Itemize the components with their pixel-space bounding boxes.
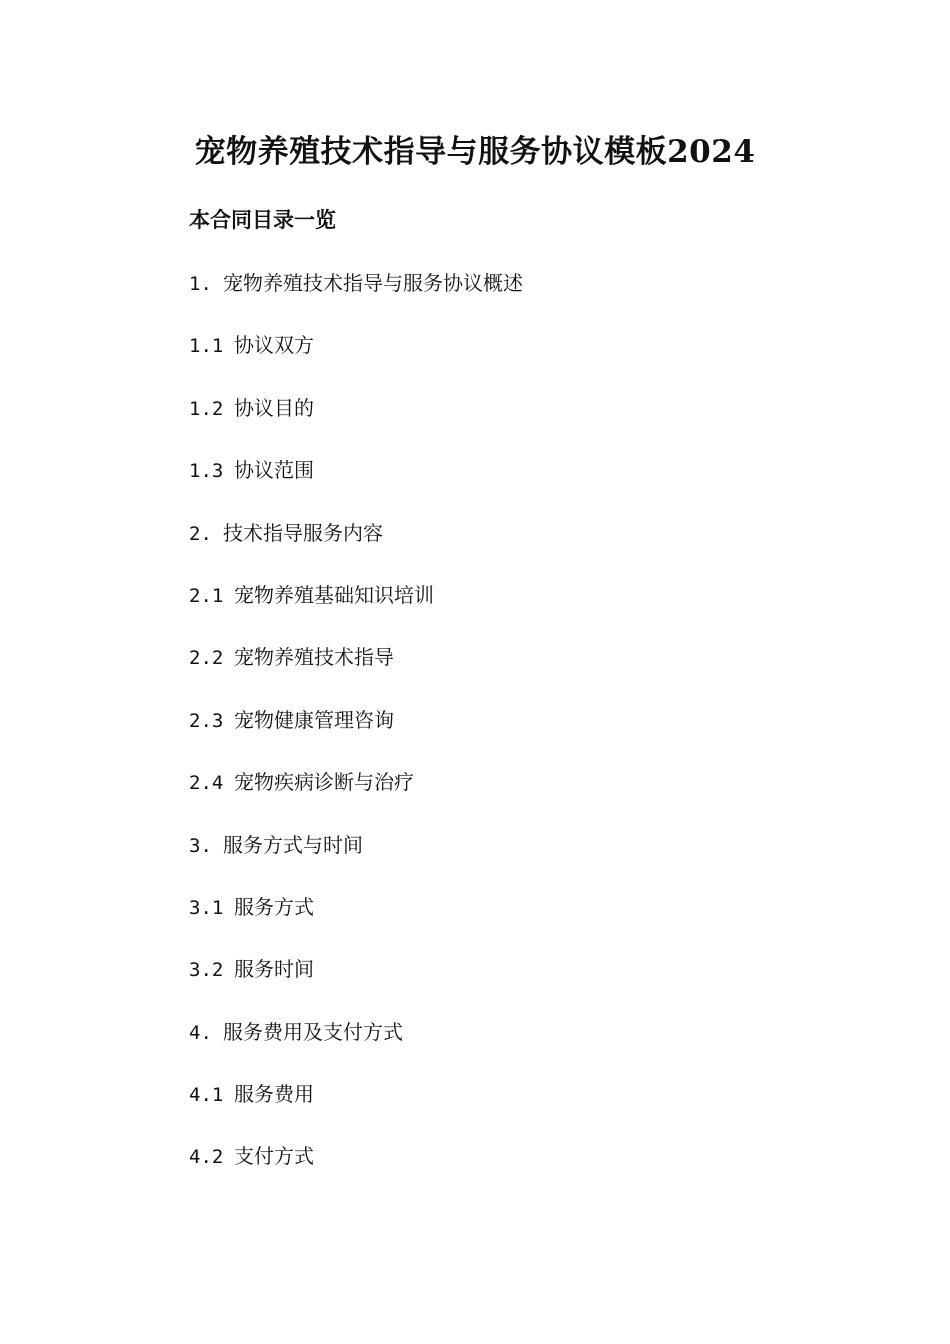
toc-item	[189, 767, 523, 829]
document-title: 宠物养殖技术指导与服务协议模板2024	[194, 134, 756, 170]
toc-item-number: 2.4	[189, 772, 224, 795]
toc-item-text: 技术指导服务内容	[223, 520, 383, 545]
toc-item	[189, 1141, 523, 1203]
toc-item-text: 协议范围	[234, 458, 314, 483]
toc-item-number: 1.2	[189, 397, 224, 420]
toc-item-number: 4.2	[189, 1146, 224, 1169]
toc-item-number: 3.1	[189, 896, 224, 919]
toc-item-text: 协议双方	[234, 333, 314, 358]
toc-item-number: 2.2	[189, 647, 224, 670]
toc-item-number: 2.1	[189, 584, 224, 607]
toc-item-text: 宠物养殖基础知识培训	[234, 582, 434, 607]
toc-item	[189, 455, 523, 517]
toc-item-number: 4.1	[189, 1084, 224, 1107]
toc-item-number: 2.3	[189, 709, 224, 732]
toc-item-number: 1.1	[189, 335, 224, 358]
toc-item-number: 3.	[189, 834, 212, 857]
toc-item	[189, 892, 523, 954]
toc-item-number: 4.	[189, 1021, 212, 1044]
toc-item-text: 服务方式	[234, 894, 314, 919]
toc-item-text: 服务方式与时间	[223, 832, 363, 857]
toc-item	[189, 830, 523, 892]
toc-item	[189, 1079, 523, 1141]
toc-item-text: 协议目的	[234, 395, 314, 420]
toc-item-text: 宠物疾病诊断与治疗	[234, 770, 414, 795]
toc-item	[189, 268, 523, 330]
toc-item	[189, 642, 523, 704]
toc-item-number: 1.	[189, 273, 212, 295]
toc-item	[189, 954, 523, 1016]
toc-item	[189, 705, 523, 767]
toc-item	[189, 518, 523, 580]
toc-item	[189, 1017, 523, 1079]
toc-item	[189, 393, 523, 455]
toc-item	[189, 330, 523, 392]
toc-item-text: 服务费用	[234, 1082, 314, 1107]
toc-item	[189, 580, 523, 642]
table-of-contents	[189, 268, 523, 1204]
toc-item-text: 宠物健康管理咨询	[234, 707, 394, 732]
toc-item-number: 3.2	[189, 959, 224, 982]
toc-heading: 本合同目录一览	[189, 207, 336, 232]
toc-item-text: 支付方式	[234, 1144, 314, 1169]
toc-item-text: 服务时间	[234, 957, 314, 982]
toc-item-text: 宠物养殖技术指导与服务协议概述	[223, 271, 523, 295]
toc-item-number: 1.3	[189, 460, 224, 483]
toc-item-number: 2.	[189, 522, 212, 545]
toc-item-text: 宠物养殖技术指导	[234, 645, 394, 670]
toc-item-text: 服务费用及支付方式	[223, 1019, 403, 1044]
